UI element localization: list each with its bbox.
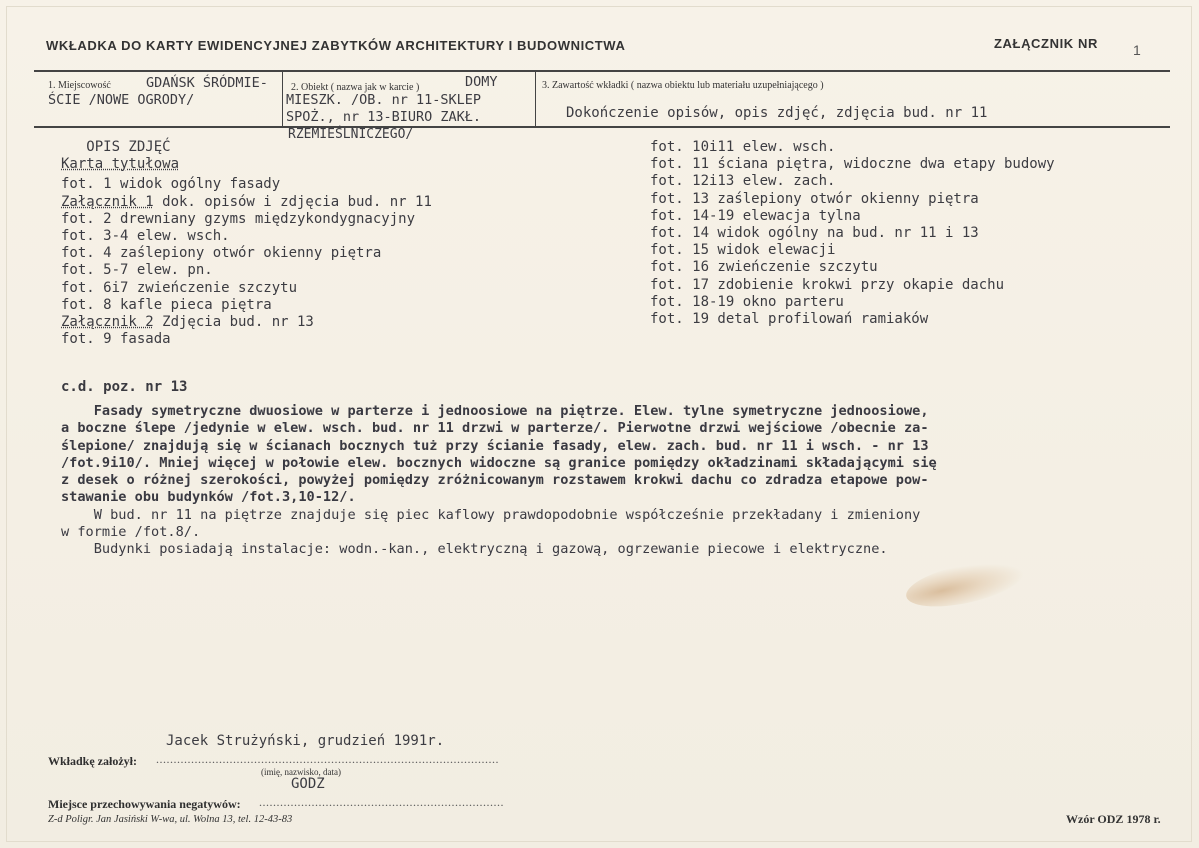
header-top-rule <box>34 70 1170 72</box>
photo-list-right-item: fot. 16 zwieńczenie szczytu <box>650 259 878 276</box>
photo-list-right-item: fot. 18-19 okno parteru <box>650 293 844 310</box>
created-by-caption: (imię, nazwisko, data) <box>261 767 341 777</box>
photo-list-right-item: fot. 13 zaślepiony otwór okienny piętra <box>650 190 979 207</box>
photo-list-left-item: fot. 8 kafle pieca piętra <box>61 296 272 313</box>
photo-list-right-item: fot. 15 widok elewacji <box>650 242 836 259</box>
description-body <box>61 403 1151 559</box>
header-divider-1 <box>282 70 283 128</box>
photo-list-right-item: fot. 12i13 elew. zach. <box>650 173 836 190</box>
continuation-heading: c.d. poz. nr 13 <box>61 379 188 395</box>
object-label: 2. Obiekt ( nazwa jak w karcie ) <box>291 82 420 93</box>
photo-list-left-item: Karta tytułowa <box>61 156 180 173</box>
description-line: w formie /fot.8/. <box>61 524 201 541</box>
card-title: WKŁADKA DO KARTY EWIDENCYJNEJ ZABYTKÓW ARCHITEKTURY I BUDOWNICTWA <box>46 38 626 53</box>
photo-list-right-item: fot. 17 zdobienie krokwi przy okapie dachu <box>650 276 1005 293</box>
printer-imprint: Z-d Poligr. Jan Jasiński W-wa, ul. Wolna 13, tel. 12-43-83 <box>48 814 293 825</box>
photo-list-left-item: fot. 9 fasada <box>61 331 171 348</box>
photo-list-right-item: fot. 10i11 elew. wsch. <box>650 139 836 155</box>
photo-list-left-item: fot. 5-7 elew. pn. <box>61 262 213 279</box>
photo-list-right <box>650 139 1055 328</box>
description-line: Fasady symetryczne dwuosiowe w parterze i jednoosiowe na piętrze. Elew. tylne symetryczne jednoosiowe, <box>61 403 929 419</box>
description-line: ślepione/ znajdują się w ścianach bocznych tuż przy ścianie fasady, elew. zach. bud. nr 11 i wsch. - nr 13 <box>61 437 929 454</box>
location-label: 1. Miejscowość <box>48 80 111 91</box>
photo-list-right-item: fot. 19 detal profilowań ramiaków <box>650 311 929 328</box>
negatives-dotted-line: ...................................................................... <box>259 795 504 809</box>
form-model-number: Wzór ODZ 1978 r. <box>1066 812 1161 826</box>
photo-list-left-item: Załącznik 2 Zdjęcia bud. nr 13 <box>61 314 314 331</box>
description-paragraph-1 <box>61 403 1151 507</box>
photo-list-right-item: fot. 11 ściana piętra, widoczne dwa etapy budowy <box>650 156 1055 173</box>
description-line: W bud. nr 11 na piętrze znajduje się piec kaflowy prawdopodobnie współcześnie przekładany i zmieniony <box>61 506 921 523</box>
negatives-label: Miejsce przechowywania negatywów: <box>48 797 241 811</box>
signature-typed: Jacek Strużyński, grudzień 1991r. <box>166 733 445 749</box>
description-line: Budynki posiadają instalacje: wodn.-kan., elektryczną i gazową, ogrzewanie piecowe i elektryczne. <box>61 541 888 558</box>
agency-name: GODZ <box>291 776 325 792</box>
header-divider-2 <box>535 70 536 128</box>
location-value-line-2: ŚCIE /NOWE OGRODY/ <box>48 92 195 108</box>
photo-list-left-item: fot. 2 drewniany gzyms międzykondygnacyjny <box>61 210 416 227</box>
attachment-label: ZAŁĄCZNIK NR <box>994 36 1098 51</box>
header-bottom-rule <box>34 126 1170 128</box>
photo-list-left-item: fot. 4 zaślepiony otwór okienny piętra <box>61 245 382 262</box>
attachment-number: 1 <box>1133 42 1141 58</box>
created-by-dotted-line: .................................................................................................. <box>156 752 499 766</box>
photo-list-right-item: fot. 14 widok ogólny na bud. nr 11 i 13 <box>650 225 979 242</box>
content-value: Dokończenie opisów, opis zdjęć, zdjęcia bud. nr 11 <box>566 105 988 121</box>
photo-list-right-item: fot. 14-19 elewacja tylna <box>650 207 861 224</box>
photo-list-left <box>61 139 432 348</box>
description-line: z desek o różnej szerokości, powyżej pomiędzy zróżnicowanym rozstawem krokwi dachu co zdradza etapowe pow- <box>61 472 929 489</box>
location-value-line-1: GDAŃSK ŚRÓDMIE- <box>146 75 268 91</box>
description-paragraph-2 <box>61 507 1151 559</box>
object-value-line-4: RZEMIEŚLNICZEGO/ <box>288 127 414 142</box>
content-label: 3. Zawartość wkładki ( nazwa obiektu lub materiału uzupełniającego ) <box>542 80 824 91</box>
photo-list-left-item: fot. 1 widok ogólny fasady <box>61 176 281 193</box>
created-by-label: Wkładkę założył: <box>48 754 137 768</box>
object-value-line-2: MIESZK. /OB. nr 11-SKLEP <box>286 92 482 108</box>
photo-list-left-item: Załącznik 1 dok. opisów i zdjęcia bud. nr 11 <box>61 193 432 210</box>
photo-list-left-item: fot. 3-4 elew. wsch. <box>61 228 230 245</box>
object-value-line-3: SPOŻ., nr 13-BIURO ZAKŁ. <box>286 109 482 125</box>
description-line: a boczne ślepe /jedynie w elew. wsch. bud. nr 11 drzwi w parterze/. Pierwotne drzwi wejściowe /obecnie za- <box>61 420 929 437</box>
description-line: stawanie obu budynków /fot.3,10-12/. <box>61 489 356 506</box>
description-line: /fot.9i10/. Mniej więcej w połowie elew. bocznych widoczne są granice pomiędzy okładzinami składającymi się <box>61 454 937 471</box>
object-value-line-1: DOMY <box>465 74 498 90</box>
photo-list-left-item: OPIS ZDJĘĆ <box>61 139 171 155</box>
photo-list-left-item: fot. 6i7 zwieńczenie szczytu <box>61 279 298 296</box>
